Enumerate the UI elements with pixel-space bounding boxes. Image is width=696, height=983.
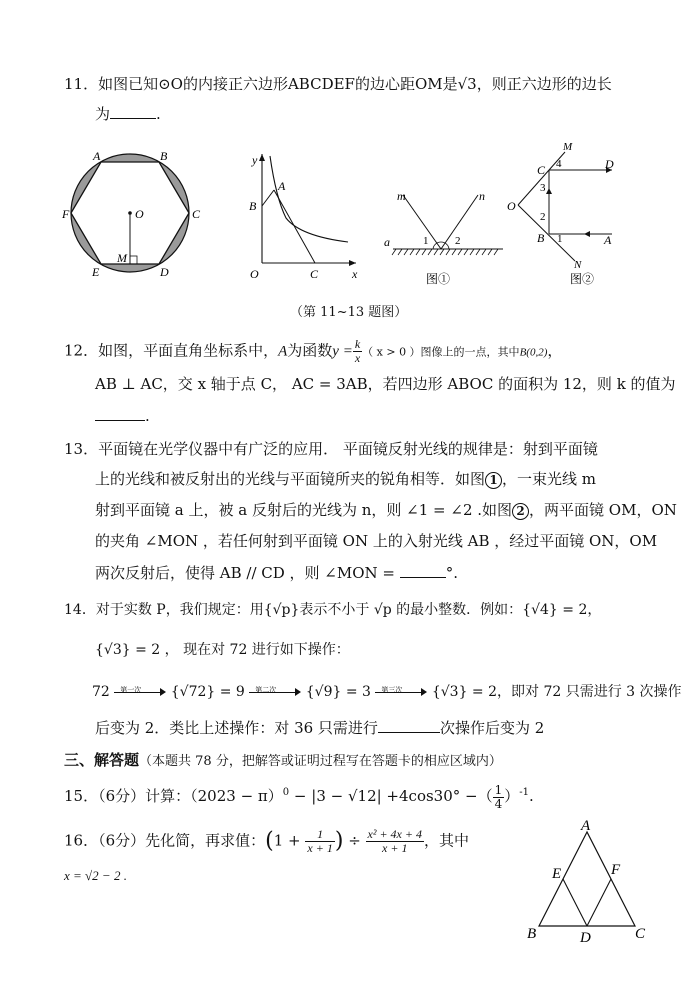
hex-label-D: D	[160, 265, 169, 279]
q12-func-fraction	[353, 338, 362, 365]
q16-fraction-2-denominator: x + 1	[382, 841, 408, 855]
q14-operations	[92, 682, 682, 702]
q12-text-a: 如图，平面直角坐标系中，	[98, 341, 279, 360]
q16-number: 16．	[64, 831, 99, 850]
mirror2-label-C: C	[537, 163, 546, 177]
q14-line1	[64, 600, 601, 620]
fig2-caption: 图②	[570, 272, 595, 286]
q14-arrow-3	[375, 684, 427, 700]
q14-op-start: 72	[92, 684, 110, 700]
q14-result-3: {√3} = 2	[431, 684, 498, 700]
mirror1-label-m: m	[397, 189, 406, 203]
q14-op-tail: ，即对 72 只需进行 3 次操作	[497, 684, 682, 700]
q13-text-2a: 上的光线和被反射出的光线与平面镜所夹的锐角相等．如图	[95, 470, 486, 488]
q14-result-2: {√9} = 3	[305, 684, 371, 700]
graph-label-x: x	[352, 267, 358, 281]
q16-line1: 16．（6分）先化简，再求值：(1 + $\frac{1}{x + 1}$ ) ÷ $\frac{\text{x² + 4x + 4}}{x + 1}$ ，其中	[64, 827, 469, 855]
triangle-label-C: C	[635, 926, 646, 942]
q16-fraction-1-numerator: 1	[305, 828, 334, 842]
q12-point-A: A	[278, 343, 288, 360]
q16-text-b: ，其中	[423, 831, 469, 850]
q13-line5	[95, 563, 458, 583]
q13-number: 13．	[64, 440, 99, 458]
q15-fraction	[493, 784, 505, 811]
mirror2-label-O: O	[507, 199, 516, 213]
q14-text-1: 对于实数 P，我们规定：用{√p}表示不小于 √p 的最小整数．例如：{√4} = 2，	[95, 602, 602, 618]
triangle-label-D: D	[580, 930, 591, 946]
q16-fraction-2-numerator: x² + 4x + 4	[367, 827, 422, 841]
q12-line1-end: ，	[547, 341, 563, 360]
q13-line2	[95, 469, 596, 489]
q14-arrow-3-label: 第三次	[381, 686, 403, 694]
mirror2-label-1: 1	[557, 233, 563, 245]
mirror1-label-n: n	[479, 189, 485, 203]
graph-label-y: y	[252, 153, 258, 167]
hex-label-A: A	[93, 149, 101, 163]
section3-note: （本题共 78 分，把解答或证明过程写在答题卡的相应区域内）	[139, 754, 502, 769]
q12-answer-suffix: .	[145, 407, 150, 425]
fig1-caption: 图①	[426, 272, 451, 286]
q13-text-3b: ，两平面镜 OM，ON	[529, 501, 677, 519]
q14-line2: {√3} = 2 ， 现在对 72 进行如下操作：	[95, 642, 350, 658]
q13-answer-suffix: °.	[445, 564, 459, 582]
mirror1-label-1: 1	[423, 235, 429, 247]
q14-arrow-2-label: 第二次	[255, 686, 277, 694]
q15-text-a: （6分）计算：（2023 − π）	[98, 787, 283, 805]
hex-label-F: F	[62, 207, 70, 221]
function-graph-figure	[249, 153, 358, 281]
q12-answer-blank[interactable]	[95, 406, 145, 421]
q14-answer-blank[interactable]	[378, 718, 440, 733]
q13-line1	[64, 439, 598, 459]
hex-label-C: C	[192, 207, 201, 221]
graph-label-C: C	[310, 267, 319, 281]
graph-label-A: A	[278, 179, 286, 193]
q15-number: 15．	[64, 787, 99, 805]
q13-text-1: 平面镜在光学仪器中有广泛的应用． 平面镜反射光线的规律是：射到平面镜	[98, 440, 598, 458]
q12-text-c: 为函数	[287, 341, 333, 360]
q12-func-lhs: y =	[332, 343, 353, 360]
q11-answer-prefix: 为	[95, 105, 111, 123]
q13-text-3a: 射到平面镜 a 上，被 a 反射后的光线为 n，则 ∠1 = ∠2 .如图	[95, 501, 513, 519]
q12-point-B: B(0,2)	[519, 346, 548, 359]
section3-title: 三、解答题	[64, 751, 140, 769]
q11-answer-suffix: .	[156, 105, 161, 123]
figure-2-marker: 2	[512, 503, 529, 520]
q14-result-1: {√72} = 9	[170, 684, 245, 700]
q13-answer-blank[interactable]	[400, 563, 446, 578]
q11-answer-blank[interactable]	[110, 104, 156, 119]
q14-number: 14．	[64, 602, 96, 618]
q14-arrow-1-label: 第一次	[120, 686, 142, 694]
q13-text-2b: ，一束光线 m	[502, 470, 597, 488]
q12-line2: AB ⊥ AC，交 x 轴于点 C， AC = 3AB，若四边形 ABOC 的面积为 12，则 k 的值为	[95, 375, 676, 393]
q15-exponent-0: 0	[282, 787, 290, 798]
q11-text: 如图已知⊙O的内接正六边形ABCDEF的边心距OM是√3，则正六边形的边长	[98, 75, 612, 93]
q12-line3	[95, 406, 150, 426]
mirror2-label-N: N	[574, 259, 582, 271]
graph-label-B: B	[249, 199, 257, 213]
mirror2-label-D: D	[605, 157, 614, 171]
figures-caption: （第 11~13 题图）	[290, 305, 408, 320]
triangle-label-A: A	[581, 818, 591, 834]
mirror2-label-A: A	[604, 233, 612, 247]
q12-func-denominator: x	[354, 351, 361, 365]
q15-fraction-denominator: 4	[494, 796, 503, 811]
figures-row	[0, 138, 696, 298]
q16-line2: x = √2 − 2 .	[64, 868, 127, 883]
q16-fraction-1-denominator: x + 1	[307, 841, 333, 855]
q14-arrow-1	[114, 684, 166, 700]
hex-label-M: M	[117, 251, 127, 265]
q15-text-end: .	[529, 787, 534, 805]
q15-text-b: − |3 − √12| +4cos30° −（	[289, 787, 493, 805]
q13-line4: 的夹角 ∠MON ，若任何射到平面镜 ON 上的入射光线 AB ，经过平面镜 ON，OM	[95, 532, 658, 550]
q11-line2	[95, 104, 161, 124]
hex-label-O: O	[135, 207, 144, 221]
hex-label-B: B	[160, 149, 168, 163]
q16-fraction-1	[305, 828, 334, 855]
q11-number: 11．	[64, 75, 99, 93]
section3-heading	[64, 750, 502, 772]
mirror-figure-2	[507, 141, 614, 286]
q16-text-a: （6分）先化简，再求值：	[98, 831, 266, 850]
mirror2-label-4: 4	[556, 158, 562, 170]
q14-text-4a: 后变为 2．类比上述操作：对 36 只需进行	[95, 719, 378, 737]
q12-func-numerator: k	[354, 337, 361, 351]
q11-line1	[64, 74, 612, 94]
q15-text-c: ）	[504, 787, 520, 805]
triangle-label-E: E	[552, 866, 562, 882]
q14-arrow-2	[249, 684, 301, 700]
q15-fraction-numerator: 1	[494, 782, 503, 797]
mirror1-label-a: a	[384, 235, 390, 249]
triangle-label-B: B	[527, 926, 537, 942]
q12-line1	[64, 338, 562, 365]
graph-label-O: O	[250, 267, 259, 281]
mirror2-label-B: B	[537, 231, 545, 245]
q12-condition: （ x > 0 ）图像上的一点，其中	[362, 345, 520, 359]
hexagon-figure	[61, 149, 201, 279]
q12-number: 12．	[64, 341, 99, 360]
mirror2-label-2: 2	[540, 211, 546, 223]
mirror2-label-3: 3	[540, 182, 546, 194]
figure-1-marker: 1	[485, 472, 502, 489]
q15-line	[64, 783, 534, 811]
q16-fraction-2	[366, 828, 424, 855]
mirror1-label-2: 2	[455, 235, 461, 247]
q13-line3	[95, 500, 677, 520]
triangle-figure	[525, 818, 665, 948]
q15-exponent-neg1: -1	[519, 787, 530, 798]
triangle-label-F: F	[611, 862, 621, 878]
q14-text-4b: 次操作后变为 2	[439, 719, 545, 737]
mirror-figure-1	[384, 189, 503, 286]
q13-text-5a: 两次反射后，使得 AB // CD ，则 ∠MON =	[95, 564, 395, 582]
mirror2-label-M: M	[563, 141, 573, 153]
hex-label-E: E	[92, 265, 100, 279]
q14-line4	[95, 718, 544, 738]
